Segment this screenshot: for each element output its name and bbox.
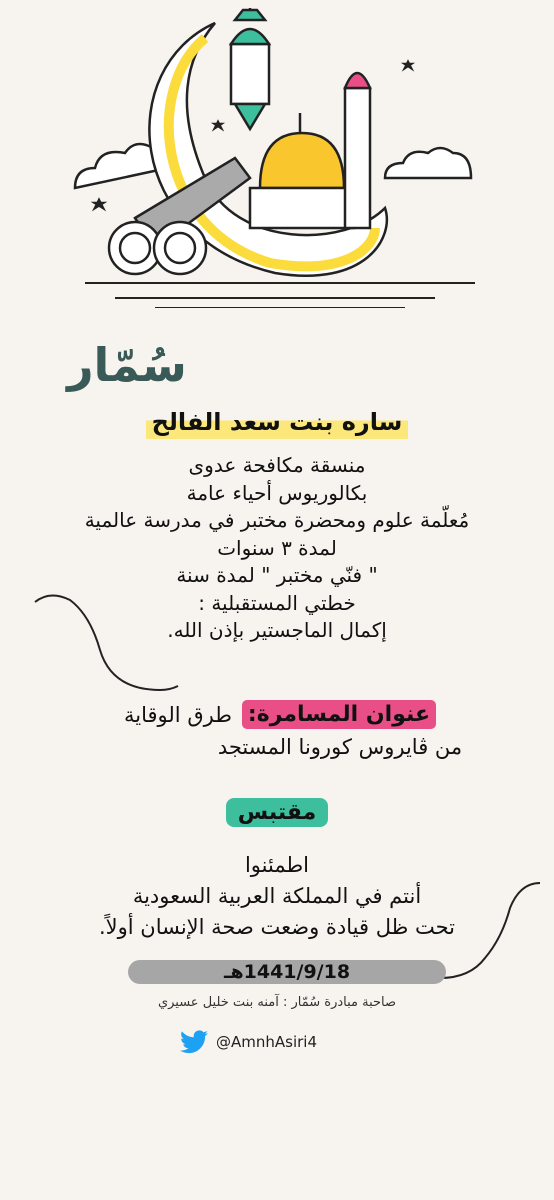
quote-label-container	[0, 798, 554, 827]
quote-label: مقتبس	[226, 798, 329, 827]
bio-line: منسقة مكافحة عدوى	[188, 453, 366, 477]
quote-block	[30, 850, 524, 943]
person-name: ساره بنت سعد الفالح	[146, 405, 409, 439]
ramadan-illustration	[55, 8, 505, 308]
quote-line: اطمئنوا	[244, 853, 310, 877]
twitter-account[interactable]	[180, 1030, 317, 1054]
quote-line: أنتم في المملكة العربية السعودية	[132, 884, 422, 908]
twitter-handle: @AmnhAsiri4	[216, 1033, 318, 1051]
topic-label: عنوان المسامرة:	[242, 700, 436, 729]
bio-line: " فنّي مختبر " لمدة سنة	[176, 563, 378, 587]
decorative-curl	[30, 590, 180, 700]
bio-line: خطتي المستقبلية :	[198, 590, 356, 615]
person-name-container	[0, 405, 554, 439]
bio-line: إكمال الماجستير بإذن الله.	[167, 618, 387, 642]
topic-block	[20, 700, 540, 759]
samar-logo: سُمّار	[67, 338, 187, 392]
date-badge: 1441/9/18هـ	[128, 960, 446, 984]
bio-line: بكالوريوس أحياء عامة	[186, 480, 368, 505]
bio-line: لمدة ٣ سنوات	[217, 535, 337, 560]
bio-line: مُعلّمة علوم ومحضرة مختبر في مدرسة عالمية	[84, 508, 470, 532]
topic-value-line2: من ڤايروس كورونا المستجد	[217, 735, 463, 759]
initiative-owner: صاحبة مبادرة سُمّار : آمنه بنت خليل عسيري	[157, 995, 397, 1010]
topic-value: طرق الوقاية	[124, 702, 232, 727]
quote-line: تحت ظل قيادة وضعت صحة الإنسان أولاً.	[98, 915, 456, 939]
twitter-bird-icon	[180, 1030, 208, 1054]
